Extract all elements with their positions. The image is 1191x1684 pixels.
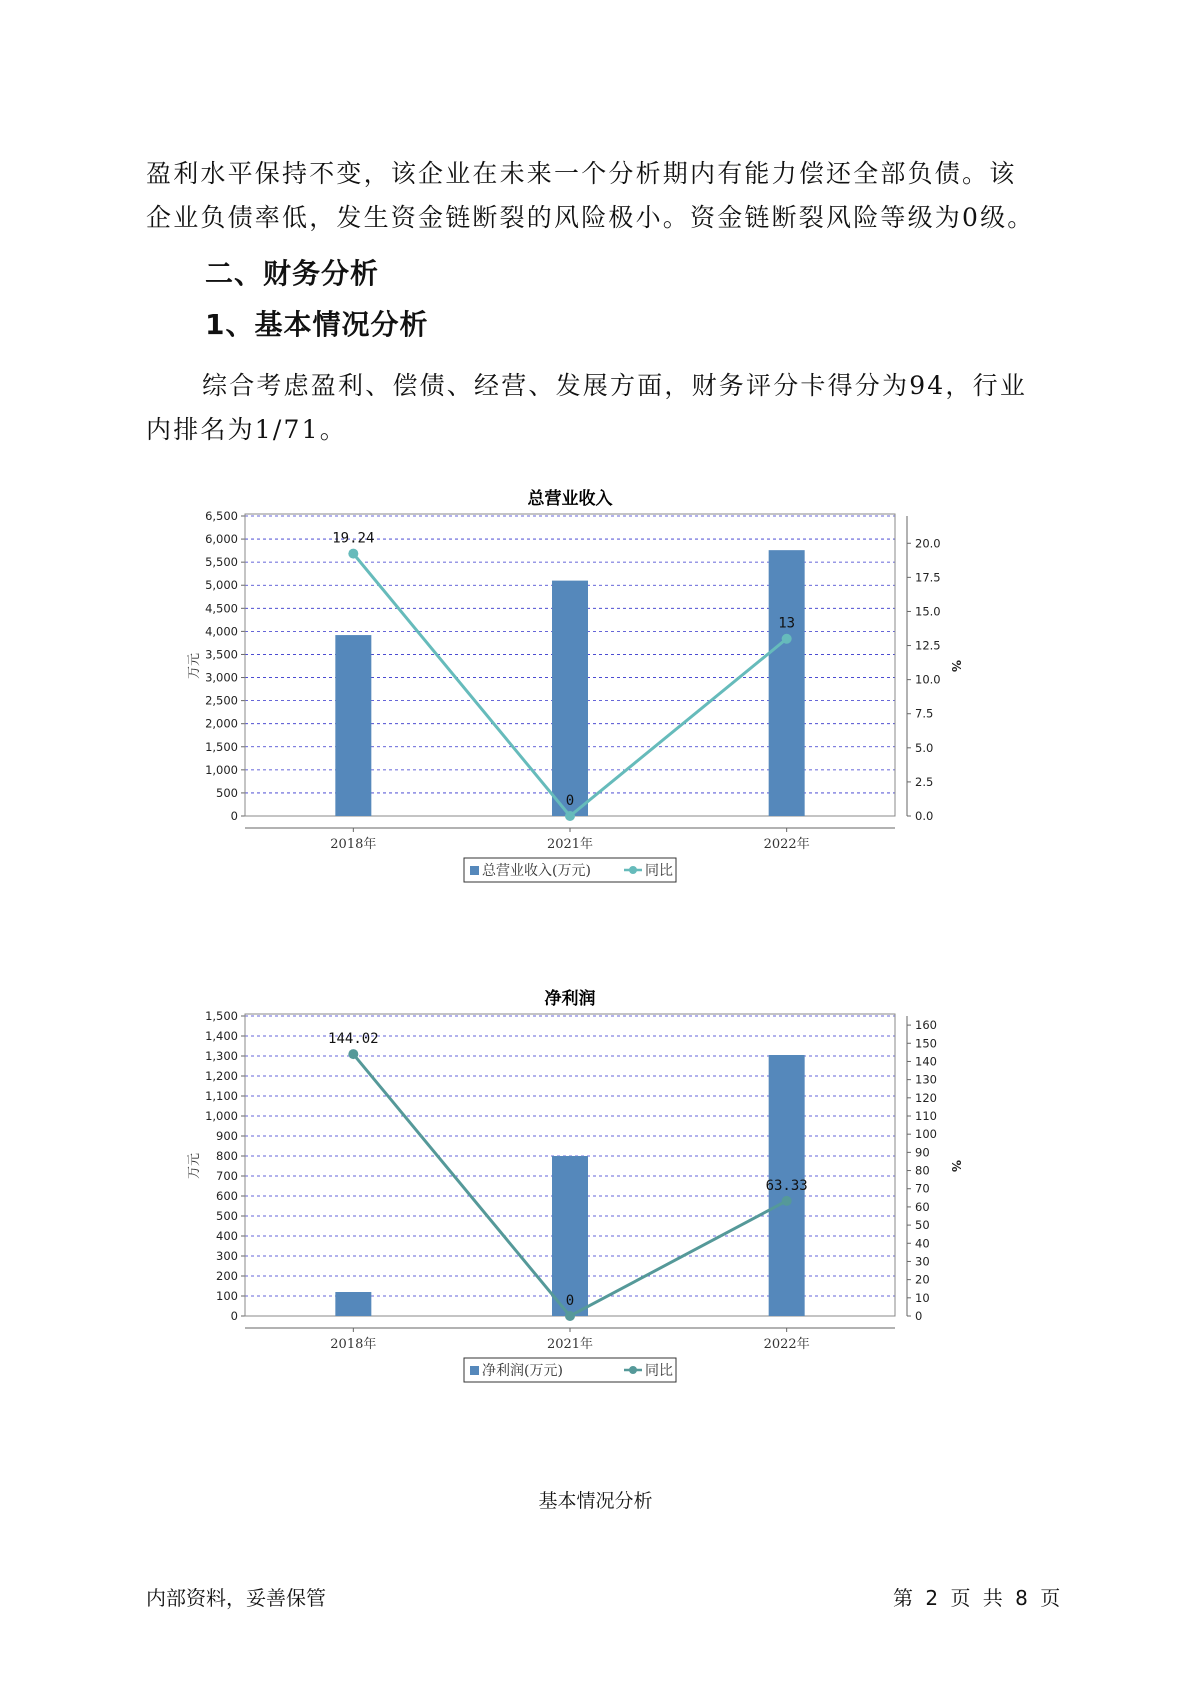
y-tick-label: 1,500 (205, 739, 238, 754)
legend-line-marker (629, 1366, 637, 1374)
y2-tick-label: 10.0 (915, 672, 941, 687)
bar (335, 1292, 371, 1316)
y-tick-label: 1,000 (205, 1109, 238, 1123)
y-tick-label: 400 (216, 1229, 238, 1243)
data-label: 19.24 (332, 530, 375, 547)
yoy-point (348, 549, 358, 559)
paragraph-line: 内排名为1/71。 (146, 415, 347, 444)
yoy-point (782, 1196, 792, 1206)
y2-tick-label: 0 (915, 1309, 923, 1323)
y-tick-label: 600 (216, 1189, 238, 1203)
y-tick-label: 4,000 (205, 624, 238, 639)
y2-tick-label: 90 (915, 1145, 930, 1160)
bar (769, 550, 805, 816)
y-tick-label: 900 (216, 1129, 238, 1143)
y2-tick-label: 40 (915, 1236, 930, 1251)
data-label: 63.33 (765, 1177, 808, 1194)
chart-legend (464, 1358, 676, 1382)
y-tick-label: 500 (216, 785, 238, 800)
data-label: 0 (565, 1293, 575, 1309)
y-tick-label: 800 (216, 1149, 238, 1163)
y-tick-label: 200 (216, 1269, 238, 1283)
yoy-point (565, 811, 575, 821)
footer-page-number: 第 2 页 共 8 页 (893, 1586, 1061, 1610)
paragraph-line: 盈利水平保持不变，该企业在未来一个分析期内有能力偿还全部负债。该 (146, 159, 1017, 188)
y2-tick-label: 30 (915, 1254, 930, 1269)
revenue-chart-svg (170, 480, 970, 930)
subsection-heading: 1、基本情况分析 (205, 308, 429, 341)
y2-axis-label: % (949, 1159, 963, 1173)
y2-tick-label: 5.0 (915, 740, 934, 755)
y2-tick-label: 80 (915, 1163, 930, 1178)
y-tick-label: 500 (216, 1209, 238, 1223)
y-axis-label: 万元 (187, 1152, 202, 1180)
y-tick-label: 2,500 (205, 693, 238, 708)
y-tick-label: 5,000 (205, 578, 238, 593)
yoy-point (348, 1049, 358, 1059)
legend-bar-label: 总营业收入(万元) (482, 863, 591, 879)
y2-tick-label: 160 (915, 1018, 937, 1033)
y-tick-label: 0 (230, 1309, 238, 1323)
y-tick-label: 3,000 (205, 670, 238, 685)
y2-tick-label: 60 (915, 1199, 930, 1214)
y-tick-label: 1,500 (205, 1009, 238, 1023)
footer-confidential: 内部资料，妥善保管 (146, 1586, 326, 1610)
y2-tick-label: 20.0 (915, 536, 941, 551)
bar (552, 1156, 588, 1316)
legend-line-marker (629, 866, 637, 874)
yoy-point (565, 1311, 575, 1321)
y2-tick-label: 70 (915, 1181, 930, 1196)
y2-tick-label: 10 (915, 1290, 930, 1305)
x-tick-label: 2018年 (330, 837, 377, 852)
revenue-chart (170, 480, 970, 930)
y2-tick-label: 20 (915, 1272, 930, 1287)
y2-axis-label: % (949, 659, 963, 673)
y-tick-label: 5,500 (205, 555, 238, 570)
bar (335, 635, 371, 816)
chart-legend (464, 858, 676, 882)
legend-line-label: 同比 (645, 863, 673, 879)
net-profit-chart (170, 980, 970, 1430)
x-tick-label: 2022年 (763, 837, 810, 852)
data-label: 0 (565, 793, 575, 809)
y-tick-label: 4,500 (205, 601, 238, 616)
y-tick-label: 1,000 (205, 762, 238, 777)
data-label: 144.02 (328, 1031, 379, 1048)
y2-tick-label: 130 (915, 1072, 937, 1087)
y-tick-label: 3,500 (205, 647, 238, 662)
paragraph-score (146, 364, 1046, 452)
y2-tick-label: 17.5 (915, 570, 941, 585)
x-tick-label: 2018年 (330, 1337, 377, 1352)
y2-tick-label: 100 (915, 1127, 937, 1142)
x-tick-label: 2021年 (546, 837, 594, 852)
chart-title: 总营业收入 (527, 489, 613, 509)
legend-bar-label: 净利润(万元) (482, 1363, 563, 1379)
y2-tick-label: 140 (915, 1054, 937, 1069)
paragraph-risk (146, 152, 1046, 240)
y2-tick-label: 12.5 (915, 638, 941, 653)
paragraph-line: 企业负债率低，发生资金链断裂的风险极小。资金链断裂风险等级为0级。 (146, 203, 1035, 232)
legend-bar-swatch (470, 1366, 479, 1375)
chart-title: 净利润 (544, 989, 596, 1009)
y-tick-label: 1,400 (205, 1029, 238, 1043)
yoy-point (782, 634, 792, 644)
y2-tick-label: 2.5 (915, 774, 934, 789)
y-tick-label: 1,100 (205, 1089, 238, 1103)
y2-tick-label: 150 (915, 1036, 937, 1051)
y-tick-label: 700 (216, 1169, 238, 1183)
y2-tick-label: 110 (915, 1109, 937, 1123)
y-tick-label: 100 (216, 1289, 238, 1303)
y-axis-label: 万元 (187, 652, 202, 680)
y-tick-label: 0 (230, 809, 238, 823)
y-tick-label: 6,000 (205, 532, 238, 547)
legend-bar-swatch (470, 866, 479, 875)
y2-tick-label: 50 (915, 1218, 930, 1233)
y2-tick-label: 7.5 (915, 706, 934, 721)
section-heading: 二、财务分析 (205, 257, 380, 290)
y-tick-label: 1,300 (205, 1049, 238, 1063)
y-tick-label: 6,500 (205, 509, 238, 523)
y-tick-label: 2,000 (205, 716, 238, 731)
net-profit-chart-svg (170, 980, 970, 1430)
figure-caption: 基本情况分析 (538, 1490, 653, 1512)
y2-tick-label: 15.0 (915, 604, 941, 619)
y2-tick-label: 120 (915, 1090, 937, 1105)
data-label: 13 (778, 615, 796, 632)
paragraph-line: 综合考虑盈利、偿债、经营、发展方面，财务评分卡得分为94，行业 (202, 371, 1028, 400)
y-tick-label: 1,200 (205, 1069, 238, 1083)
y2-tick-label: 0.0 (915, 809, 934, 823)
x-tick-label: 2022年 (763, 1337, 810, 1352)
legend-line-label: 同比 (645, 1363, 673, 1379)
x-tick-label: 2021年 (546, 1337, 594, 1352)
y-tick-label: 300 (216, 1249, 238, 1263)
bar (552, 581, 588, 816)
